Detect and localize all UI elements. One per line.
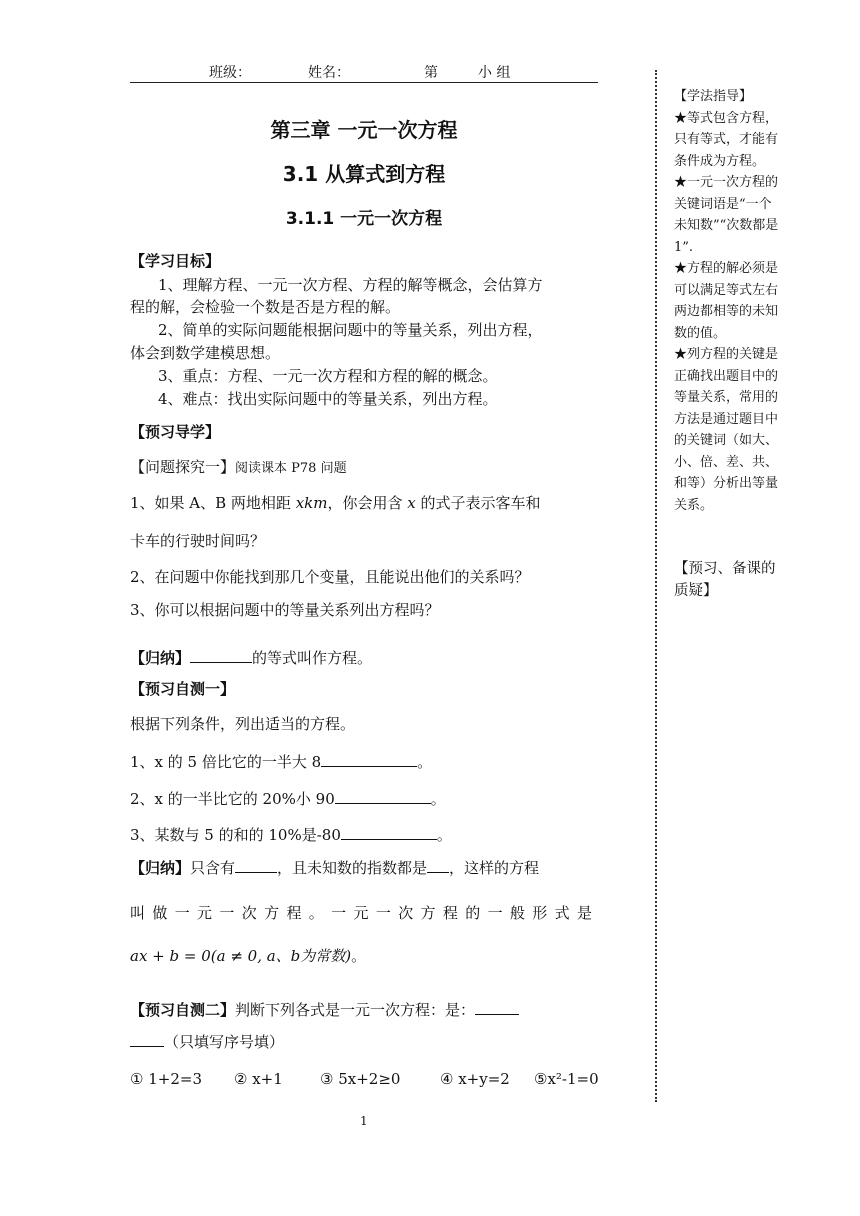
period: 。 — [436, 826, 452, 844]
sidebar-line: 条件成为方程。 — [674, 153, 766, 169]
goal-line: 4、难点：找出实际问题中的等量关系，列出方程。 — [158, 390, 498, 408]
header-divider — [130, 82, 598, 83]
q1-x: x — [407, 494, 416, 512]
q1-text-a: 1、如果 A、B 两地相距 — [130, 494, 296, 512]
section-title: 3.1 从算式到方程 — [282, 162, 446, 186]
goal-line: 1、理解方程、一元一次方程、方程的解等概念，会估算方 — [158, 276, 543, 294]
chapter-title: 第三章 一元一次方程 — [270, 118, 458, 142]
answer-blank[interactable] — [341, 823, 437, 840]
summary-2-text-b: ，且未知数的指数都是 — [277, 859, 428, 877]
selftest-1-heading: 【预习自测一】 — [130, 680, 236, 698]
summary-2-text-a: 只含有 — [190, 859, 236, 877]
option: ② x+1 — [234, 1070, 283, 1088]
preview-heading: 【预习导学】 — [130, 423, 221, 441]
summary-2-cont: 叫做一元一次方程。一元一次方程的一般形式是 — [130, 904, 598, 922]
column-separator — [655, 70, 657, 1102]
summary-2 — [130, 856, 598, 879]
selftest-1-intro: 根据下列条件，列出适当的方程。 — [130, 715, 356, 733]
sidebar-line: 未知数”“次数都是 — [674, 218, 779, 233]
q1-variable: xkm — [295, 494, 328, 512]
answer-blank[interactable] — [335, 787, 431, 804]
selftest-2-text: 判断下列各式是一元一次方程：是： — [235, 1001, 476, 1019]
option: ③ 5x+2≥0 — [320, 1070, 401, 1088]
sidebar-line: 数的值。 — [674, 325, 727, 341]
selftest-1-item — [130, 787, 598, 810]
selftest-1-item — [130, 750, 598, 773]
q1-text-c: 的式子表示客车和 — [415, 494, 541, 512]
sidebar-line: ★等式包含方程， — [674, 110, 779, 126]
sidebar-line: 正确找出题目中的 — [674, 368, 779, 384]
name-label: 姓名： — [308, 65, 350, 81]
page-number: 1 — [360, 1114, 368, 1128]
notes-heading-line: 质疑】 — [674, 583, 718, 599]
selftest-2 — [130, 998, 598, 1021]
sidebar-line: 小、倍、差、共、 — [674, 454, 779, 470]
explore-heading: 【问题探究一】 — [130, 458, 236, 476]
question-3: 3、你可以根据问题中的等量关系列出方程吗？ — [130, 601, 440, 619]
summary-2-heading: 【归纳】 — [130, 859, 191, 877]
subsection-title: 3.1.1 一元一次方程 — [285, 209, 443, 229]
sidebar-line: 可以满足等式左右 — [674, 282, 779, 298]
sidebar-line: 只有等式，才能有 — [674, 132, 779, 147]
class-label: 班级： — [209, 65, 251, 81]
goals-heading: 【学习目标】 — [130, 252, 221, 270]
goal-line: 体会到数学建模思想。 — [130, 344, 281, 362]
q1-text-b: ，你会用含 — [327, 494, 408, 512]
selftest-1-item — [130, 823, 598, 846]
question-2: 2、在问题中你能找到那几个变量，且能说出他们的关系吗？ — [130, 568, 530, 586]
selftest-1-item-text: 1、x 的 5 倍比它的一半大 8 — [130, 753, 322, 771]
selftest-1-item-text: 3、某数与 5 的和的 10%是-80 — [130, 826, 341, 844]
formula: ax + b = 0(a ≠ 0, a、b为常数) — [130, 947, 352, 965]
option: ⑤x²-1=0 — [534, 1070, 599, 1088]
question-1 — [130, 492, 598, 514]
sidebar-line: 1”. — [674, 239, 694, 255]
sidebar-line: 关系。 — [674, 497, 714, 513]
sidebar-line: 的关键词（如大、 — [674, 433, 779, 448]
goal-line: 2、简单的实际问题能根据问题中的等量关系，列出方程， — [158, 321, 543, 339]
sidebar-line: 等量关系，常用的 — [674, 390, 779, 405]
option: ④ x+y=2 — [440, 1070, 510, 1088]
formula-end: 。 — [351, 947, 367, 965]
selftest-2-heading: 【预习自测二】 — [130, 1001, 236, 1019]
summary-1-text: 的等式叫作方程。 — [252, 649, 373, 667]
group-suffix: 小 组 — [478, 65, 511, 81]
explore-note: 阅读课本 P78 问题 — [235, 461, 347, 476]
selftest-2-cont — [130, 1030, 598, 1053]
sidebar-line: ★方程的解必须是 — [674, 261, 779, 276]
group-label — [424, 62, 510, 82]
sidebar-line: ★一元一次方程的 — [674, 175, 779, 190]
goal-line: 3、重点：方程、一元一次方程和方程的解的概念。 — [158, 367, 498, 385]
sidebar-line: 两边都相等的未知 — [674, 304, 779, 319]
study-guide-sidebar — [674, 86, 824, 516]
goal-line: 程的解，会检验一个数是否是方程的解。 — [130, 298, 401, 316]
summary-1-heading: 【归纳】 — [130, 649, 191, 667]
answer-blank[interactable] — [190, 646, 252, 663]
period: 。 — [430, 790, 446, 808]
group-prefix: 第 — [424, 65, 438, 81]
sidebar-heading: 【学法指导】 — [674, 89, 753, 104]
answer-blank[interactable] — [321, 750, 417, 767]
answer-blank[interactable] — [130, 1030, 164, 1047]
question-1-cont: 卡车的行驶时间吗？ — [130, 532, 266, 550]
summary-1 — [130, 646, 598, 669]
answer-blank[interactable] — [235, 856, 277, 873]
explore-line — [130, 456, 598, 480]
sidebar-line: 关键词语是“一个 — [674, 196, 772, 212]
sidebar-line: 方法是通过题目中 — [674, 411, 779, 427]
answer-blank[interactable] — [427, 856, 449, 873]
selftest-2-note: （只填写序号填） — [164, 1033, 285, 1051]
question-notes-heading — [674, 558, 824, 602]
general-form-formula — [130, 945, 598, 967]
answer-blank[interactable] — [475, 998, 519, 1015]
period: 。 — [417, 753, 433, 771]
sidebar-line: 和等）分析出等量 — [674, 476, 779, 491]
summary-2-text-c: ，这样的方程 — [449, 859, 540, 877]
option: ① 1+2=3 — [130, 1070, 202, 1088]
selftest-1-item-text: 2、x 的一半比它的 20%小 90 — [130, 790, 335, 808]
notes-heading-line: 【预习、备课的 — [674, 561, 776, 577]
sidebar-line: ★列方程的关键是 — [674, 347, 779, 362]
